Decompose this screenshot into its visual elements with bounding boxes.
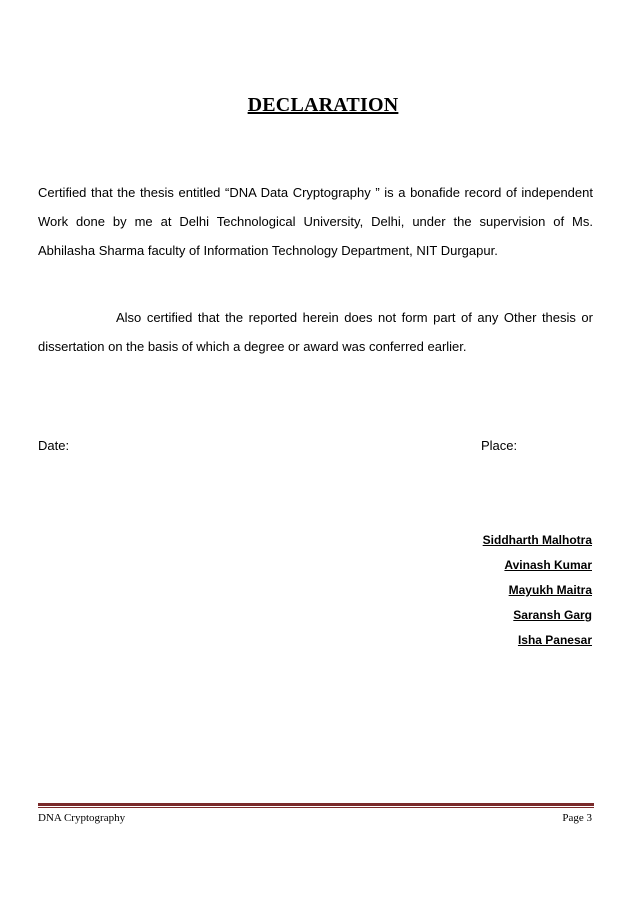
- footer-divider-thick: [38, 803, 594, 806]
- signatory-list: [483, 528, 592, 653]
- place-label: Place:: [481, 438, 518, 453]
- page-title: DECLARATION: [247, 94, 399, 116]
- certification-paragraph: Certified that the thesis entitled “DNA Data Cryptography ” is a bonafide record of independent Work done by me at Delhi Technological University, Delhi, under the supervision of Ms. Abhilasha Sharma faculty of Information Technology Department, NIT Durgapur.: [38, 185, 593, 258]
- additional-certification-paragraph: Also certified that the reported herein does not form part of any Other thesis or dissertation on the basis of which a degree or award was conferred earlier.: [38, 310, 593, 354]
- signatory-name: Avinash Kumar: [504, 558, 592, 572]
- signatory-name: Mayukh Maitra: [508, 583, 592, 597]
- date-label: Date:: [38, 438, 70, 453]
- footer-page-number: Page 3: [562, 812, 592, 824]
- footer-divider-thin: [38, 807, 594, 808]
- footer-document-title: DNA Cryptography: [38, 812, 126, 824]
- signatory-name: Isha Panesar: [517, 633, 592, 647]
- signatory-name: Siddharth Malhotra: [482, 533, 592, 547]
- signatory-name: Saransh Garg: [513, 608, 592, 622]
